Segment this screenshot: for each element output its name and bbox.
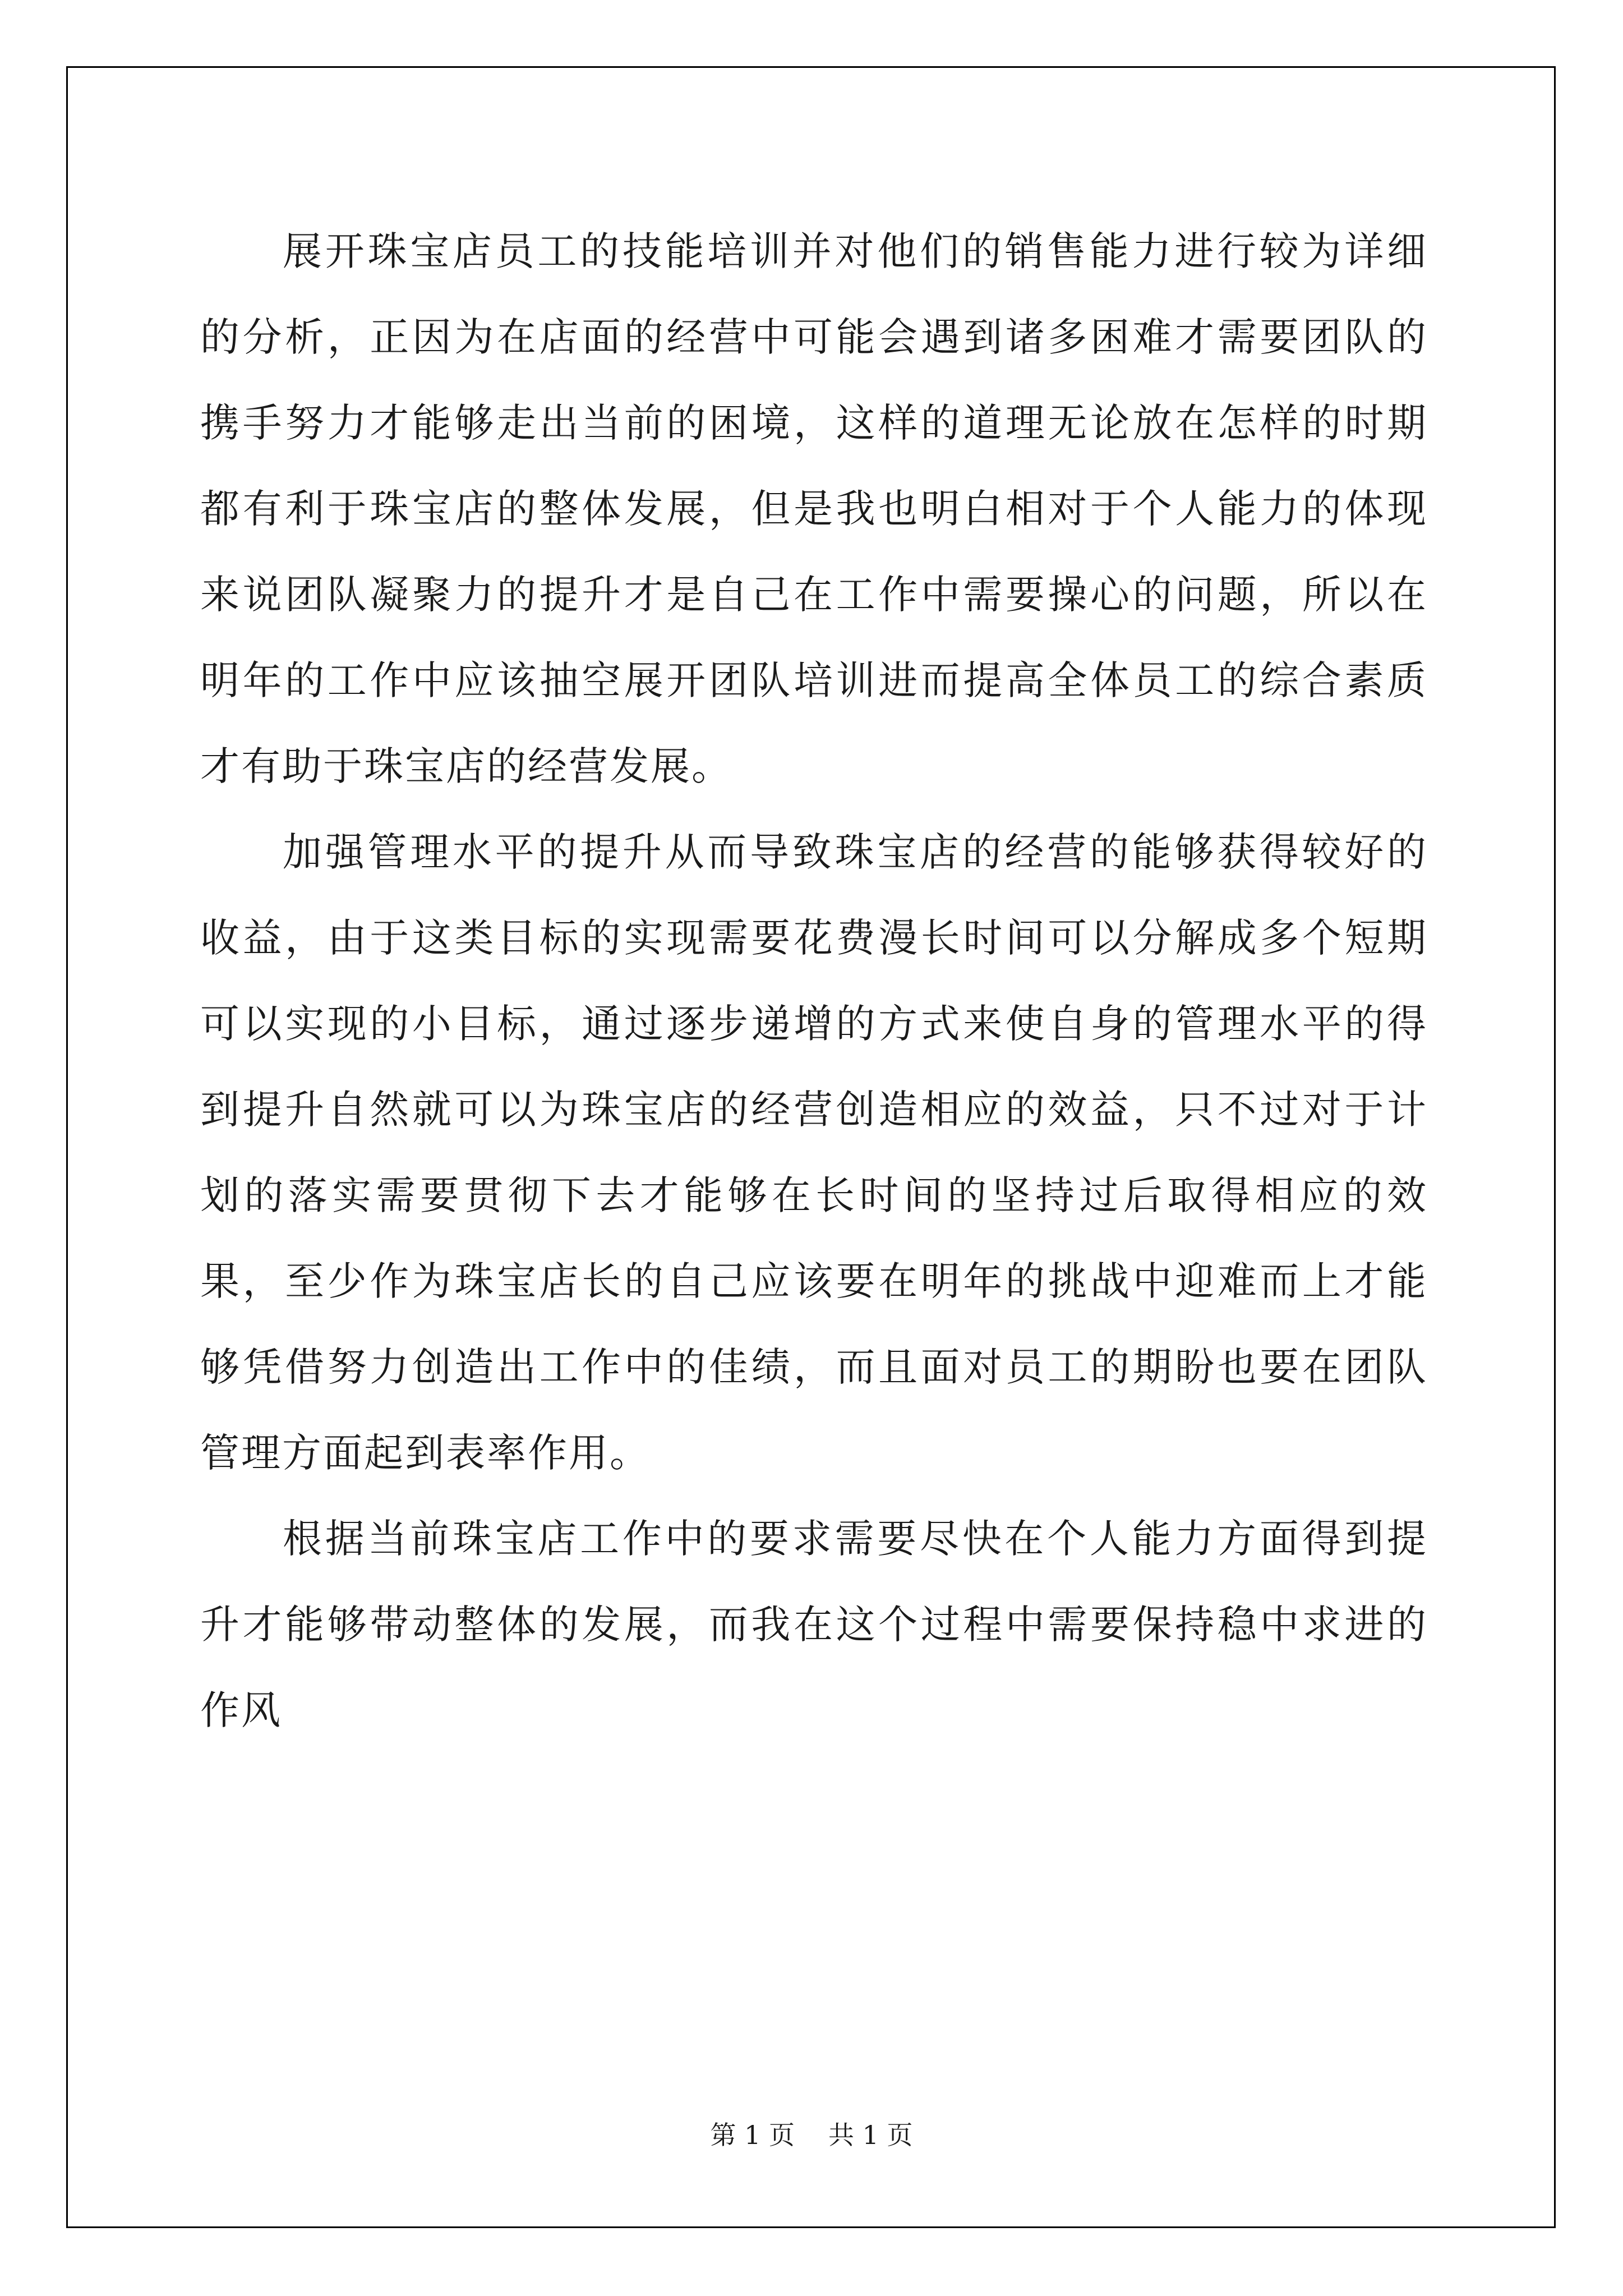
paragraph-1: 展开珠宝店员工的技能培训并对他们的销售能力进行较为详细的分析，正因为在店面的经营中可能会遇到诸多困难才需要团队的携手努力才能够走出当前的困境，这样的道理无论放在怎样的时期都有利于珠宝店的整体发展，但是我也明白相对于个人能力的体现来说团队凝聚力的提升才是自己在工作中需要操心的问题，所以在明年的工作中应该抽空展开团队培训进而提高全体员工的综合素质才有助于珠宝店的经营发展。 — [200, 228, 1428, 789]
paragraph-3: 根据当前珠宝店工作中的要求需要尽快在个人能力方面得到提升才能够带动整体的发展，而我在这个过程中需要保持稳中求进的作风 — [200, 1516, 1428, 1733]
page-footer — [0, 2115, 1623, 2152]
paragraph-2: 加强管理水平的提升从而导致珠宝店的经营的能够获得较好的收益，由于这类目标的实现需要花费漫长时间可以分解成多个短期可以实现的小目标，通过逐步递增的方式来使自身的管理水平的得到提升自然就可以为珠宝店的经营创造相应的效益，只不过对于计划的落实需要贯彻下去才能够在长时间的坚持过后取得相应的效果，至少作为珠宝店长的自己应该要在明年的挑战中迎难而上才能够凭借努力创造出工作中的佳绩，而且面对员工的期盼也要在团队管理方面起到表率作用。 — [200, 829, 1428, 1476]
page-number-total: 共 1 页 — [828, 2120, 913, 2150]
page-number-current: 第 1 页 — [710, 2120, 795, 2150]
document-body — [200, 209, 1428, 1754]
